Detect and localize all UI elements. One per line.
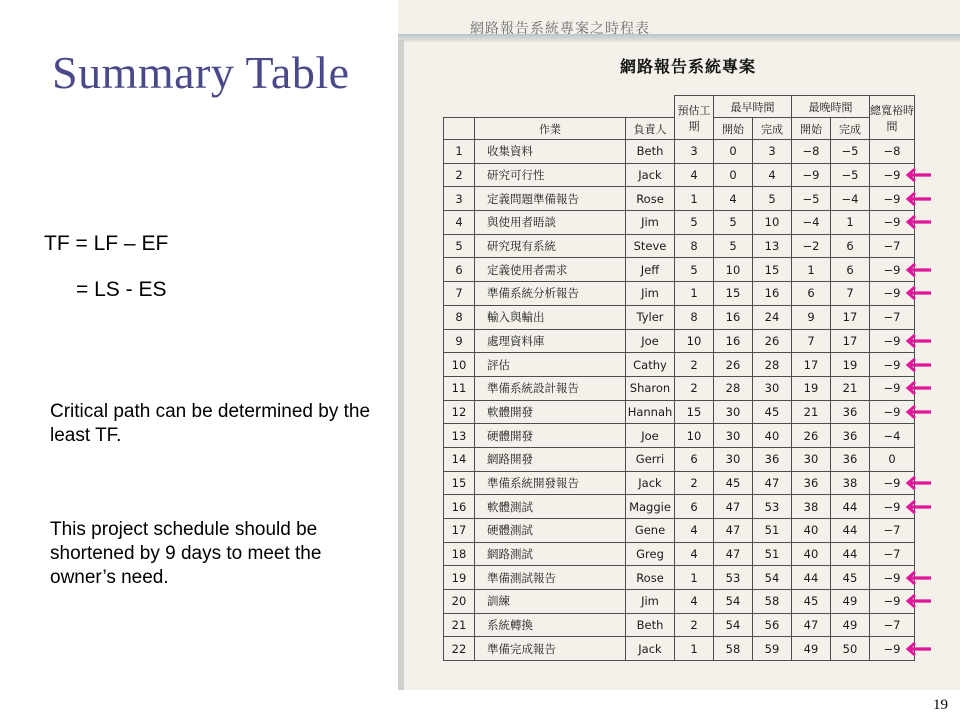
- duration: 3: [675, 140, 714, 164]
- latest-start: 7: [792, 329, 831, 353]
- earliest-time-header: 最早時間: [714, 96, 792, 118]
- table-row: [444, 566, 915, 590]
- task-name: 硬體測試: [475, 519, 626, 543]
- table-row: [444, 234, 915, 258]
- task-name: 準備測試報告: [475, 566, 626, 590]
- latest-start: 17: [792, 353, 831, 377]
- earliest-finish: 28: [753, 353, 792, 377]
- table-row: [444, 187, 915, 211]
- owner-name: Jack: [626, 471, 675, 495]
- owner-name: Cathy: [626, 353, 675, 377]
- table-row: [444, 376, 915, 400]
- latest-start: 21: [792, 400, 831, 424]
- earliest-start: 0: [714, 140, 753, 164]
- total-float: −7: [870, 234, 915, 258]
- latest-start: 19: [792, 376, 831, 400]
- total-float: −9: [870, 353, 915, 377]
- slide-number: 19: [933, 697, 948, 713]
- table-row: [444, 163, 915, 187]
- row-number: 21: [444, 613, 475, 637]
- row-number: 19: [444, 566, 475, 590]
- table-row: [444, 211, 915, 235]
- latest-finish: −4: [831, 187, 870, 211]
- earliest-finish: 36: [753, 447, 792, 471]
- earliest-start: 10: [714, 258, 753, 282]
- table-row: [444, 424, 915, 448]
- earliest-finish: 24: [753, 305, 792, 329]
- latest-start: 44: [792, 566, 831, 590]
- latest-finish: 21: [831, 376, 870, 400]
- slide-title: Summary Table: [52, 47, 350, 98]
- duration: 2: [675, 353, 714, 377]
- owner-name: Jim: [626, 211, 675, 235]
- owner-name: Jack: [626, 637, 675, 661]
- task-name: 定義使用者需求: [475, 258, 626, 282]
- row-number: 2: [444, 163, 475, 187]
- earliest-finish: 51: [753, 542, 792, 566]
- table-row: [444, 329, 915, 353]
- total-float: −7: [870, 613, 915, 637]
- table-row: [444, 447, 915, 471]
- table-row: [444, 140, 915, 164]
- duration: 8: [675, 234, 714, 258]
- total-float: −4: [870, 424, 915, 448]
- formula-line-2: = LS - ES: [76, 278, 167, 301]
- total-float: −7: [870, 305, 915, 329]
- latest-finish: 19: [831, 353, 870, 377]
- total-float: −8: [870, 140, 915, 164]
- total-float: −9: [870, 258, 915, 282]
- latest-finish: 49: [831, 613, 870, 637]
- owner-name: Joe: [626, 329, 675, 353]
- total-float: −9: [870, 495, 915, 519]
- latest-start: −9: [792, 163, 831, 187]
- owner-name: Maggie: [626, 495, 675, 519]
- owner-name: Jack: [626, 163, 675, 187]
- row-number: 14: [444, 447, 475, 471]
- earliest-finish: 45: [753, 400, 792, 424]
- critical-path-note: Critical path can be determined by the least TF.: [50, 401, 371, 446]
- total-float: −7: [870, 519, 915, 543]
- left-arrow-icon: [904, 212, 932, 232]
- earliest-finish: 40: [753, 424, 792, 448]
- total-float: −9: [870, 282, 915, 306]
- duration: 4: [675, 519, 714, 543]
- earliest-finish: 15: [753, 258, 792, 282]
- table-row: [444, 258, 915, 282]
- earliest-start: 26: [714, 353, 753, 377]
- total-float: −9: [870, 163, 915, 187]
- earliest-start: 15: [714, 282, 753, 306]
- earliest-start: 5: [714, 211, 753, 235]
- table-row: [444, 613, 915, 637]
- latest-start: 40: [792, 542, 831, 566]
- task-name: 準備系統分析報告: [475, 282, 626, 306]
- earliest-start: 47: [714, 542, 753, 566]
- task-name: 收集資料: [475, 140, 626, 164]
- task-name: 軟體開發: [475, 400, 626, 424]
- row-number: 17: [444, 519, 475, 543]
- formula-line-1: TF = LF – EF: [44, 232, 169, 255]
- row-number: 10: [444, 353, 475, 377]
- latest-finish: −5: [831, 140, 870, 164]
- total-float: −9: [870, 400, 915, 424]
- left-arrow-icon: [904, 165, 932, 185]
- latest-finish: 45: [831, 566, 870, 590]
- earliest-finish: 58: [753, 590, 792, 614]
- duration: 2: [675, 471, 714, 495]
- latest-start: −8: [792, 140, 831, 164]
- row-number: 7: [444, 282, 475, 306]
- latest-finish: −5: [831, 163, 870, 187]
- row-number: 20: [444, 590, 475, 614]
- table-row: [444, 400, 915, 424]
- task-name: 訓練: [475, 590, 626, 614]
- ef-header: 完成: [753, 118, 792, 140]
- total-float: −9: [870, 376, 915, 400]
- owner-name: Jim: [626, 282, 675, 306]
- owner-name: Greg: [626, 542, 675, 566]
- latest-start: 30: [792, 447, 831, 471]
- owner-name: Beth: [626, 140, 675, 164]
- earliest-finish: 16: [753, 282, 792, 306]
- duration: 5: [675, 258, 714, 282]
- task-header: 作業: [475, 118, 626, 140]
- task-name: 網路測試: [475, 542, 626, 566]
- row-number: 13: [444, 424, 475, 448]
- table-row: [444, 495, 915, 519]
- duration: 6: [675, 447, 714, 471]
- left-arrow-icon: [904, 591, 932, 611]
- latest-finish: 36: [831, 424, 870, 448]
- row-number: 15: [444, 471, 475, 495]
- earliest-finish: 30: [753, 376, 792, 400]
- latest-time-header: 最晚時間: [792, 96, 870, 118]
- earliest-start: 58: [714, 637, 753, 661]
- earliest-finish: 26: [753, 329, 792, 353]
- task-name: 網路開發: [475, 447, 626, 471]
- latest-start: −5: [792, 187, 831, 211]
- latest-finish: 38: [831, 471, 870, 495]
- earliest-start: 47: [714, 519, 753, 543]
- owner-name: Jim: [626, 590, 675, 614]
- latest-start: 49: [792, 637, 831, 661]
- earliest-finish: 53: [753, 495, 792, 519]
- duration: 4: [675, 542, 714, 566]
- duration: 2: [675, 613, 714, 637]
- owner-name: Gene: [626, 519, 675, 543]
- earliest-start: 54: [714, 590, 753, 614]
- left-arrow-icon: [904, 497, 932, 517]
- owner-name: Beth: [626, 613, 675, 637]
- total-float: −9: [870, 187, 915, 211]
- latest-start: 1: [792, 258, 831, 282]
- earliest-start: 30: [714, 447, 753, 471]
- row-number: 4: [444, 211, 475, 235]
- owner-name: Gerri: [626, 447, 675, 471]
- latest-finish: 36: [831, 400, 870, 424]
- earliest-start: 4: [714, 187, 753, 211]
- earliest-finish: 4: [753, 163, 792, 187]
- total-float: 0: [870, 447, 915, 471]
- earliest-start: 16: [714, 329, 753, 353]
- total-float: −7: [870, 542, 915, 566]
- row-number: 11: [444, 376, 475, 400]
- earliest-finish: 5: [753, 187, 792, 211]
- latest-finish: 44: [831, 542, 870, 566]
- table-row: [444, 542, 915, 566]
- lf-header: 完成: [831, 118, 870, 140]
- earliest-start: 54: [714, 613, 753, 637]
- total-float: −9: [870, 566, 915, 590]
- owner-name: Jeff: [626, 258, 675, 282]
- latest-start: 38: [792, 495, 831, 519]
- owner-name: Rose: [626, 187, 675, 211]
- task-name: 系統轉換: [475, 613, 626, 637]
- duration: 6: [675, 495, 714, 519]
- schedule-table: [443, 95, 915, 661]
- duration: 4: [675, 590, 714, 614]
- earliest-start: 53: [714, 566, 753, 590]
- ls-header: 開始: [792, 118, 831, 140]
- row-number: 9: [444, 329, 475, 353]
- left-arrow-icon: [904, 473, 932, 493]
- earliest-finish: 56: [753, 613, 792, 637]
- latest-start: 9: [792, 305, 831, 329]
- latest-start: 36: [792, 471, 831, 495]
- table-row: [444, 305, 915, 329]
- task-name: 輸入與輸出: [475, 305, 626, 329]
- task-name: 處理資料庫: [475, 329, 626, 353]
- task-name: 研究現有系統: [475, 234, 626, 258]
- duration: 10: [675, 424, 714, 448]
- row-number: 1: [444, 140, 475, 164]
- earliest-start: 45: [714, 471, 753, 495]
- earliest-finish: 51: [753, 519, 792, 543]
- owner-name: Sharon: [626, 376, 675, 400]
- owner-name: Hannah: [626, 400, 675, 424]
- latest-start: 26: [792, 424, 831, 448]
- latest-finish: 7: [831, 282, 870, 306]
- latest-start: 6: [792, 282, 831, 306]
- table-row: [444, 353, 915, 377]
- row-number: 18: [444, 542, 475, 566]
- left-arrow-icon: [904, 402, 932, 422]
- earliest-start: 28: [714, 376, 753, 400]
- latest-start: −2: [792, 234, 831, 258]
- total-float: −9: [870, 329, 915, 353]
- left-arrow-icon: [904, 283, 932, 303]
- owner-name: Rose: [626, 566, 675, 590]
- owner-name: Tyler: [626, 305, 675, 329]
- duration: 15: [675, 400, 714, 424]
- task-name: 準備系統設計報告: [475, 376, 626, 400]
- row-number: 8: [444, 305, 475, 329]
- total-float-header: 總寬裕時間: [870, 96, 915, 140]
- earliest-finish: 54: [753, 566, 792, 590]
- scan-page-header: 網路報告系統專案之時程表: [470, 21, 650, 37]
- earliest-finish: 10: [753, 211, 792, 235]
- left-arrow-icon: [904, 568, 932, 588]
- total-float: −9: [870, 471, 915, 495]
- scan-left-edge: [398, 40, 404, 690]
- latest-finish: 50: [831, 637, 870, 661]
- total-float: −9: [870, 590, 915, 614]
- duration: 1: [675, 187, 714, 211]
- latest-finish: 44: [831, 495, 870, 519]
- latest-finish: 36: [831, 447, 870, 471]
- schedule-shorten-note: This project schedule should be shortened by 9 days to meet the owner’s need.: [50, 519, 322, 588]
- latest-finish: 1: [831, 211, 870, 235]
- total-float: −9: [870, 211, 915, 235]
- es-header: 開始: [714, 118, 753, 140]
- duration: 1: [675, 566, 714, 590]
- earliest-finish: 59: [753, 637, 792, 661]
- table-row: [444, 590, 915, 614]
- earliest-start: 0: [714, 163, 753, 187]
- task-name: 研究可行性: [475, 163, 626, 187]
- scan-table-title: 網路報告系統專案: [620, 57, 757, 76]
- latest-start: 40: [792, 519, 831, 543]
- table-row: [444, 471, 915, 495]
- latest-start: 47: [792, 613, 831, 637]
- latest-start: −4: [792, 211, 831, 235]
- latest-finish: 49: [831, 590, 870, 614]
- earliest-finish: 13: [753, 234, 792, 258]
- row-number: 12: [444, 400, 475, 424]
- table-row: [444, 282, 915, 306]
- earliest-start: 30: [714, 400, 753, 424]
- task-name: 軟體測試: [475, 495, 626, 519]
- task-name: 評估: [475, 353, 626, 377]
- latest-finish: 6: [831, 234, 870, 258]
- latest-start: 45: [792, 590, 831, 614]
- duration: 5: [675, 211, 714, 235]
- duration: 1: [675, 637, 714, 661]
- table-row: [444, 519, 915, 543]
- duration: 8: [675, 305, 714, 329]
- earliest-finish: 3: [753, 140, 792, 164]
- row-number: 3: [444, 187, 475, 211]
- task-name: 定義問題準備報告: [475, 187, 626, 211]
- task-name: 硬體開發: [475, 424, 626, 448]
- left-arrow-icon: [904, 639, 932, 659]
- total-float: −9: [870, 637, 915, 661]
- owner-name: Joe: [626, 424, 675, 448]
- left-arrow-icon: [904, 331, 932, 351]
- duration-header: 預估工期: [675, 96, 714, 140]
- row-number: 16: [444, 495, 475, 519]
- row-number: 6: [444, 258, 475, 282]
- owner-header: 負責人: [626, 118, 675, 140]
- task-name: 與使用者晤談: [475, 211, 626, 235]
- task-name: 準備系統開發報告: [475, 471, 626, 495]
- duration: 1: [675, 282, 714, 306]
- earliest-start: 30: [714, 424, 753, 448]
- left-arrow-icon: [904, 378, 932, 398]
- latest-finish: 17: [831, 329, 870, 353]
- left-arrow-icon: [904, 189, 932, 209]
- task-name: 準備完成報告: [475, 637, 626, 661]
- left-arrow-icon: [904, 355, 932, 375]
- duration: 2: [675, 376, 714, 400]
- duration: 4: [675, 163, 714, 187]
- latest-finish: 17: [831, 305, 870, 329]
- row-number: 22: [444, 637, 475, 661]
- earliest-start: 5: [714, 234, 753, 258]
- left-arrow-icon: [904, 260, 932, 280]
- row-number: 5: [444, 234, 475, 258]
- owner-name: Steve: [626, 234, 675, 258]
- table-row: [444, 637, 915, 661]
- latest-finish: 44: [831, 519, 870, 543]
- earliest-start: 47: [714, 495, 753, 519]
- duration: 10: [675, 329, 714, 353]
- latest-finish: 6: [831, 258, 870, 282]
- earliest-finish: 47: [753, 471, 792, 495]
- earliest-start: 16: [714, 305, 753, 329]
